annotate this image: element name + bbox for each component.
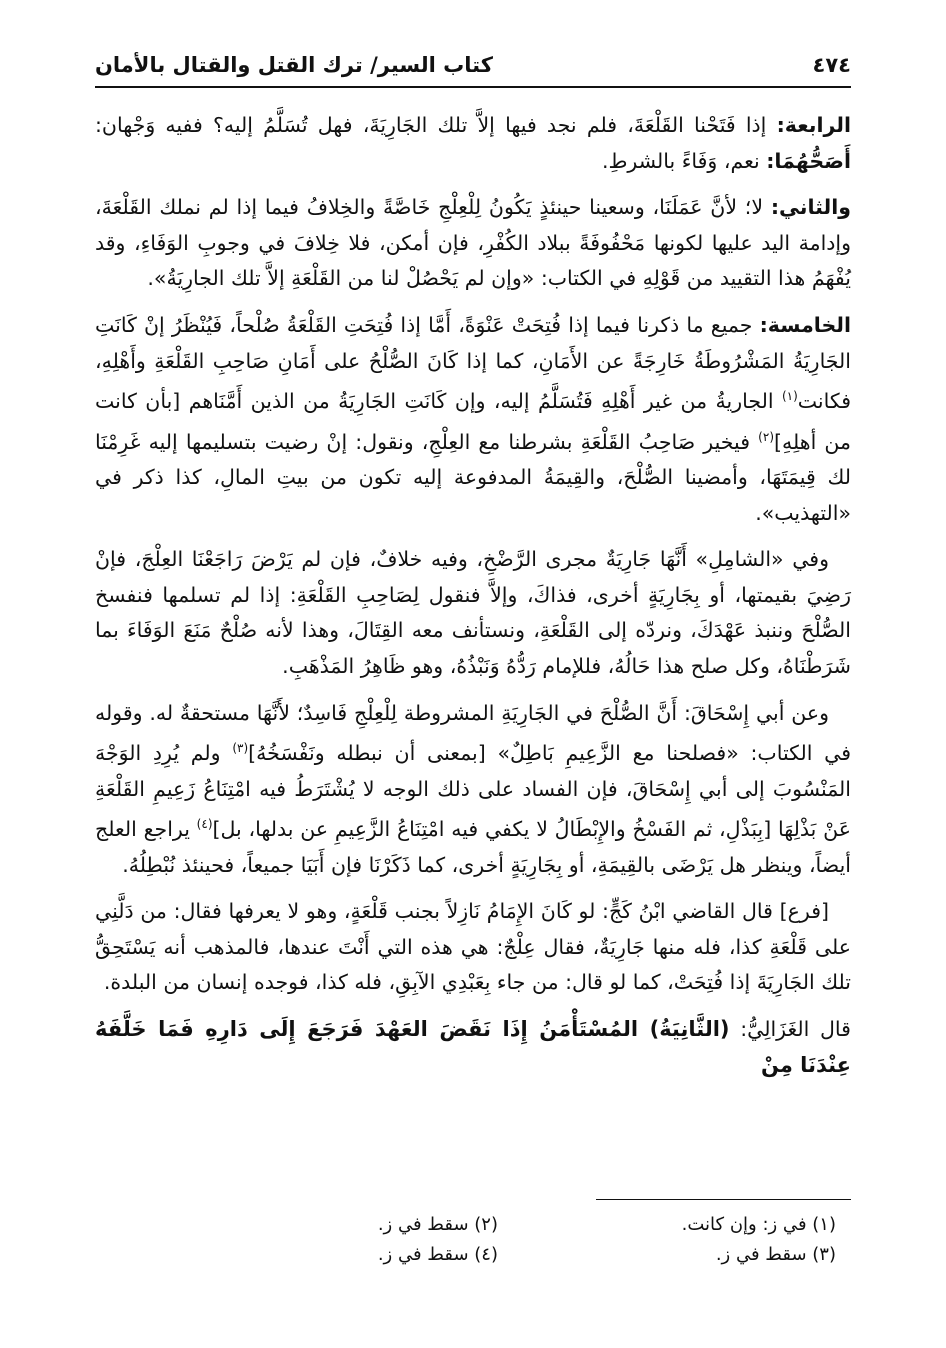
running-title: كتاب السير/ ترك القتل والقتال بالأمان xyxy=(95,53,493,77)
paragraph-text: وعن أبي إِسْحَاقَ: أَنَّ الصُّلْحَ في الجَارِيَةِ المشروطة لِلْعِلْجِ فَاسِدٌ؛ لأَنَّهَا مستحقةٌ له. وقوله في الكتاب: «فصلحنا مع الزَّعِيمِ بَاطِلٌ» [بمعنى أن نبطله ونَفْسَخُهُ] xyxy=(95,700,851,765)
paragraph-shamil xyxy=(95,542,851,684)
paragraph-text: يراجع العلج أيضاً، وينظر هل يَرْضَى بالقِيمَةِ، أو بِجَارِيَةٍ أخرى، كما ذَكَرْنَا فإن أَبَيَا جميعاً، فحينئذ نُبْطِلُهُ. xyxy=(95,817,851,877)
paragraph-fourth xyxy=(95,108,851,179)
footnote-ref[interactable]: (٤) xyxy=(196,817,213,832)
paragraph-text: نعم، وَفَاءً بالشرطِ. xyxy=(601,148,767,173)
paragraph-text: فيخير صَاحِبُ القَلْعَةِ بشرطنا مع العِلْجِ، ونقول: إنْ رضيت بتسليمها إليه غَرِمْنَا لك قِيمَتَهَا، وأمضينا الصُّلْحَ، والقِيمَةُ المدفوعة إليه تكون من بيتِ المالِ، كذا ذكر في «التهذيب». xyxy=(95,429,851,525)
paragraph-text: [فرع] قال القاضي ابْنُ كَجٍّ: لو كَانَ الإِمَامُ نَازِلاً بجنب قَلْعَةٍ، وهو لا يعرفها فقال: من دَلَّنِي على قَلْعَةِ كذا، فله منها جَارِيَةٌ، فقال عِلْجٌ: هي هذه التي أَنْتَ عندها، فالمذهب أنه يَسْتَحِقُّ تلك الجَارِيَةَ إذا فُتِحَتْ، كما لو قال: من جاء بِعَبْدِي الآبِقِ، فله كذا، فوجده إنسان من البلدة. xyxy=(95,899,851,995)
paragraph-text: إذا فَتَحْنا القَلْعَةَ، فلم نجد فيها إلاَّ تلك الجَارِيَةَ، فهل تُسَلَّمُ إليه؟ ففيه وَجْهان: xyxy=(95,113,767,137)
section-label-fifth: الخامسة: xyxy=(759,312,851,337)
footnote-ref[interactable]: (١) xyxy=(781,389,798,404)
footnote-1: (١) في ز: وإن كانت. xyxy=(681,1214,836,1235)
section-label-second: والثاني: xyxy=(770,195,851,220)
paragraph-fifth xyxy=(95,308,851,531)
paragraph-text: قال الغَزَالِيُّ: xyxy=(729,1016,851,1041)
running-header xyxy=(95,44,851,88)
footnote-4: (٤) سقط في ز. xyxy=(377,1244,498,1265)
paragraph-text: وفي «الشامِلِ» أَنَّهَا جَارِيَةٌ مجرى الرَّضْخِ، وفيه خلافٌ، فإن لم يَرْضَ رَاجَعْنَا العِلْجَ، فإنْ رَضِيَ بقيمتها، أو بِجَارِيَةٍ أخرى، فذاكَ، وإلاَّ فنقول لِصَاحِبِ القَلْعَةِ: إذا لم تسلمها فنفسخ الصُّلْحَ وننبذ عَهْدَكَ، ونردّه إلى القَلْعَةِ، ونستأنف معه القِتَالَ، وهذا لأنه صُلْحٌ مَنَعَ الوَفَاءَ بما شَرَطْنَاهُ، وكل صلح هذا حَالُهُ، فللإمام رَدُّهُ وَنَبْذُهُ، وهو ظَاهِرُ المَذْهَبِ. xyxy=(95,547,851,678)
paragraph-second-view xyxy=(95,190,851,297)
page-number: ٤٧٤ xyxy=(812,53,851,77)
footnotes xyxy=(200,1210,836,1270)
footnote-ref[interactable]: (٢) xyxy=(758,429,774,444)
paragraph-text: ولم يُرِدِ الوَجْهَ المَنْسُوبَ إلى أبي إِسْحَاقَ، فإن الفساد على ذلك الوجه لا يُشْتَرَطُ فيه امْتِنَاعُ زَعِيمِ القَلْعَةِ عَنْ بَذْلِهَا [بِبَذْلِ، ثم الفَسْخُ والإِبْطَالُ لا يكفي فيه امْتِنَاعُ الزَّعِيمِ عن بدلها، بل] xyxy=(95,740,851,841)
section-label-fourth: الرابعة: xyxy=(776,113,851,137)
paragraph-branch xyxy=(95,894,851,1001)
paragraph-abu-ishaq xyxy=(95,696,851,884)
footnote-2: (٢) سقط في ز. xyxy=(377,1214,498,1235)
paragraph-text: الجاريةُ من غير أَهْلِهِ فَتُسَلَّمُ إليه، وإن كَانَتِ الجَارِيَةُ من الذين أَمَّنَاهم [بأن كانت من أهلِهِ] xyxy=(95,388,852,454)
quoted-matn: (الثَّانِيَةُ) المُسْتَأْمَنُ إِذَا نَقَضَ العَهْدَ فَرَجَعَ إِلَى دَارِهِ فَمَا خَلَّفَهُ عِنْدَنَا مِنْ xyxy=(95,1016,851,1077)
footnote-ref[interactable]: (٣) xyxy=(232,741,249,756)
footnote-3: (٣) سقط في ز. xyxy=(715,1244,836,1265)
paragraph-text: لا؛ لأنَّ عَمَلَنَا، وسعينا حينئذٍ يَكُونُ لِلْعِلْجِ خَاصَّةً والخِلافُ فيما إذا لم نملك القَلْعَةَ، وإدامة اليد عليها لكونها مَحْفُوفَةً ببلاد الكُفْرِ، فإن أمكن، فلا خِلافَ في وجوبِ الوَفَاءِ، وقد يُفْهَمُ هذا التقييد من قَوْلِهِ في الكتاب: «وإن لم يَحْصُلْ لنا من القَلْعَةِ إلاَّ تلك الجارِيَةُ». xyxy=(95,195,851,291)
section-label-most-correct: أَصَحُّهُمَا: xyxy=(766,148,851,173)
body-text xyxy=(95,108,851,1094)
footnote-divider xyxy=(596,1199,851,1200)
paragraph-ghazali xyxy=(95,1012,851,1083)
paragraph-text: جميع ما ذكرنا فيما إذا فُتِحَتْ عَنْوَةً، أَمَّا إذا فُتِحَتِ القَلْعَةُ صُلْحاً، فَيُنْظَرُ إنْ كَانَتِ الجَارِيَةُ المَشْرُوطَةُ خَارِجَةً عن الأَمَانِ، كما إذا كَانَ الصُّلْحُ على أَمَانِ صَاحِبِ القَلْعَةِ وأَهْلِهِ، فكانت xyxy=(95,312,851,413)
